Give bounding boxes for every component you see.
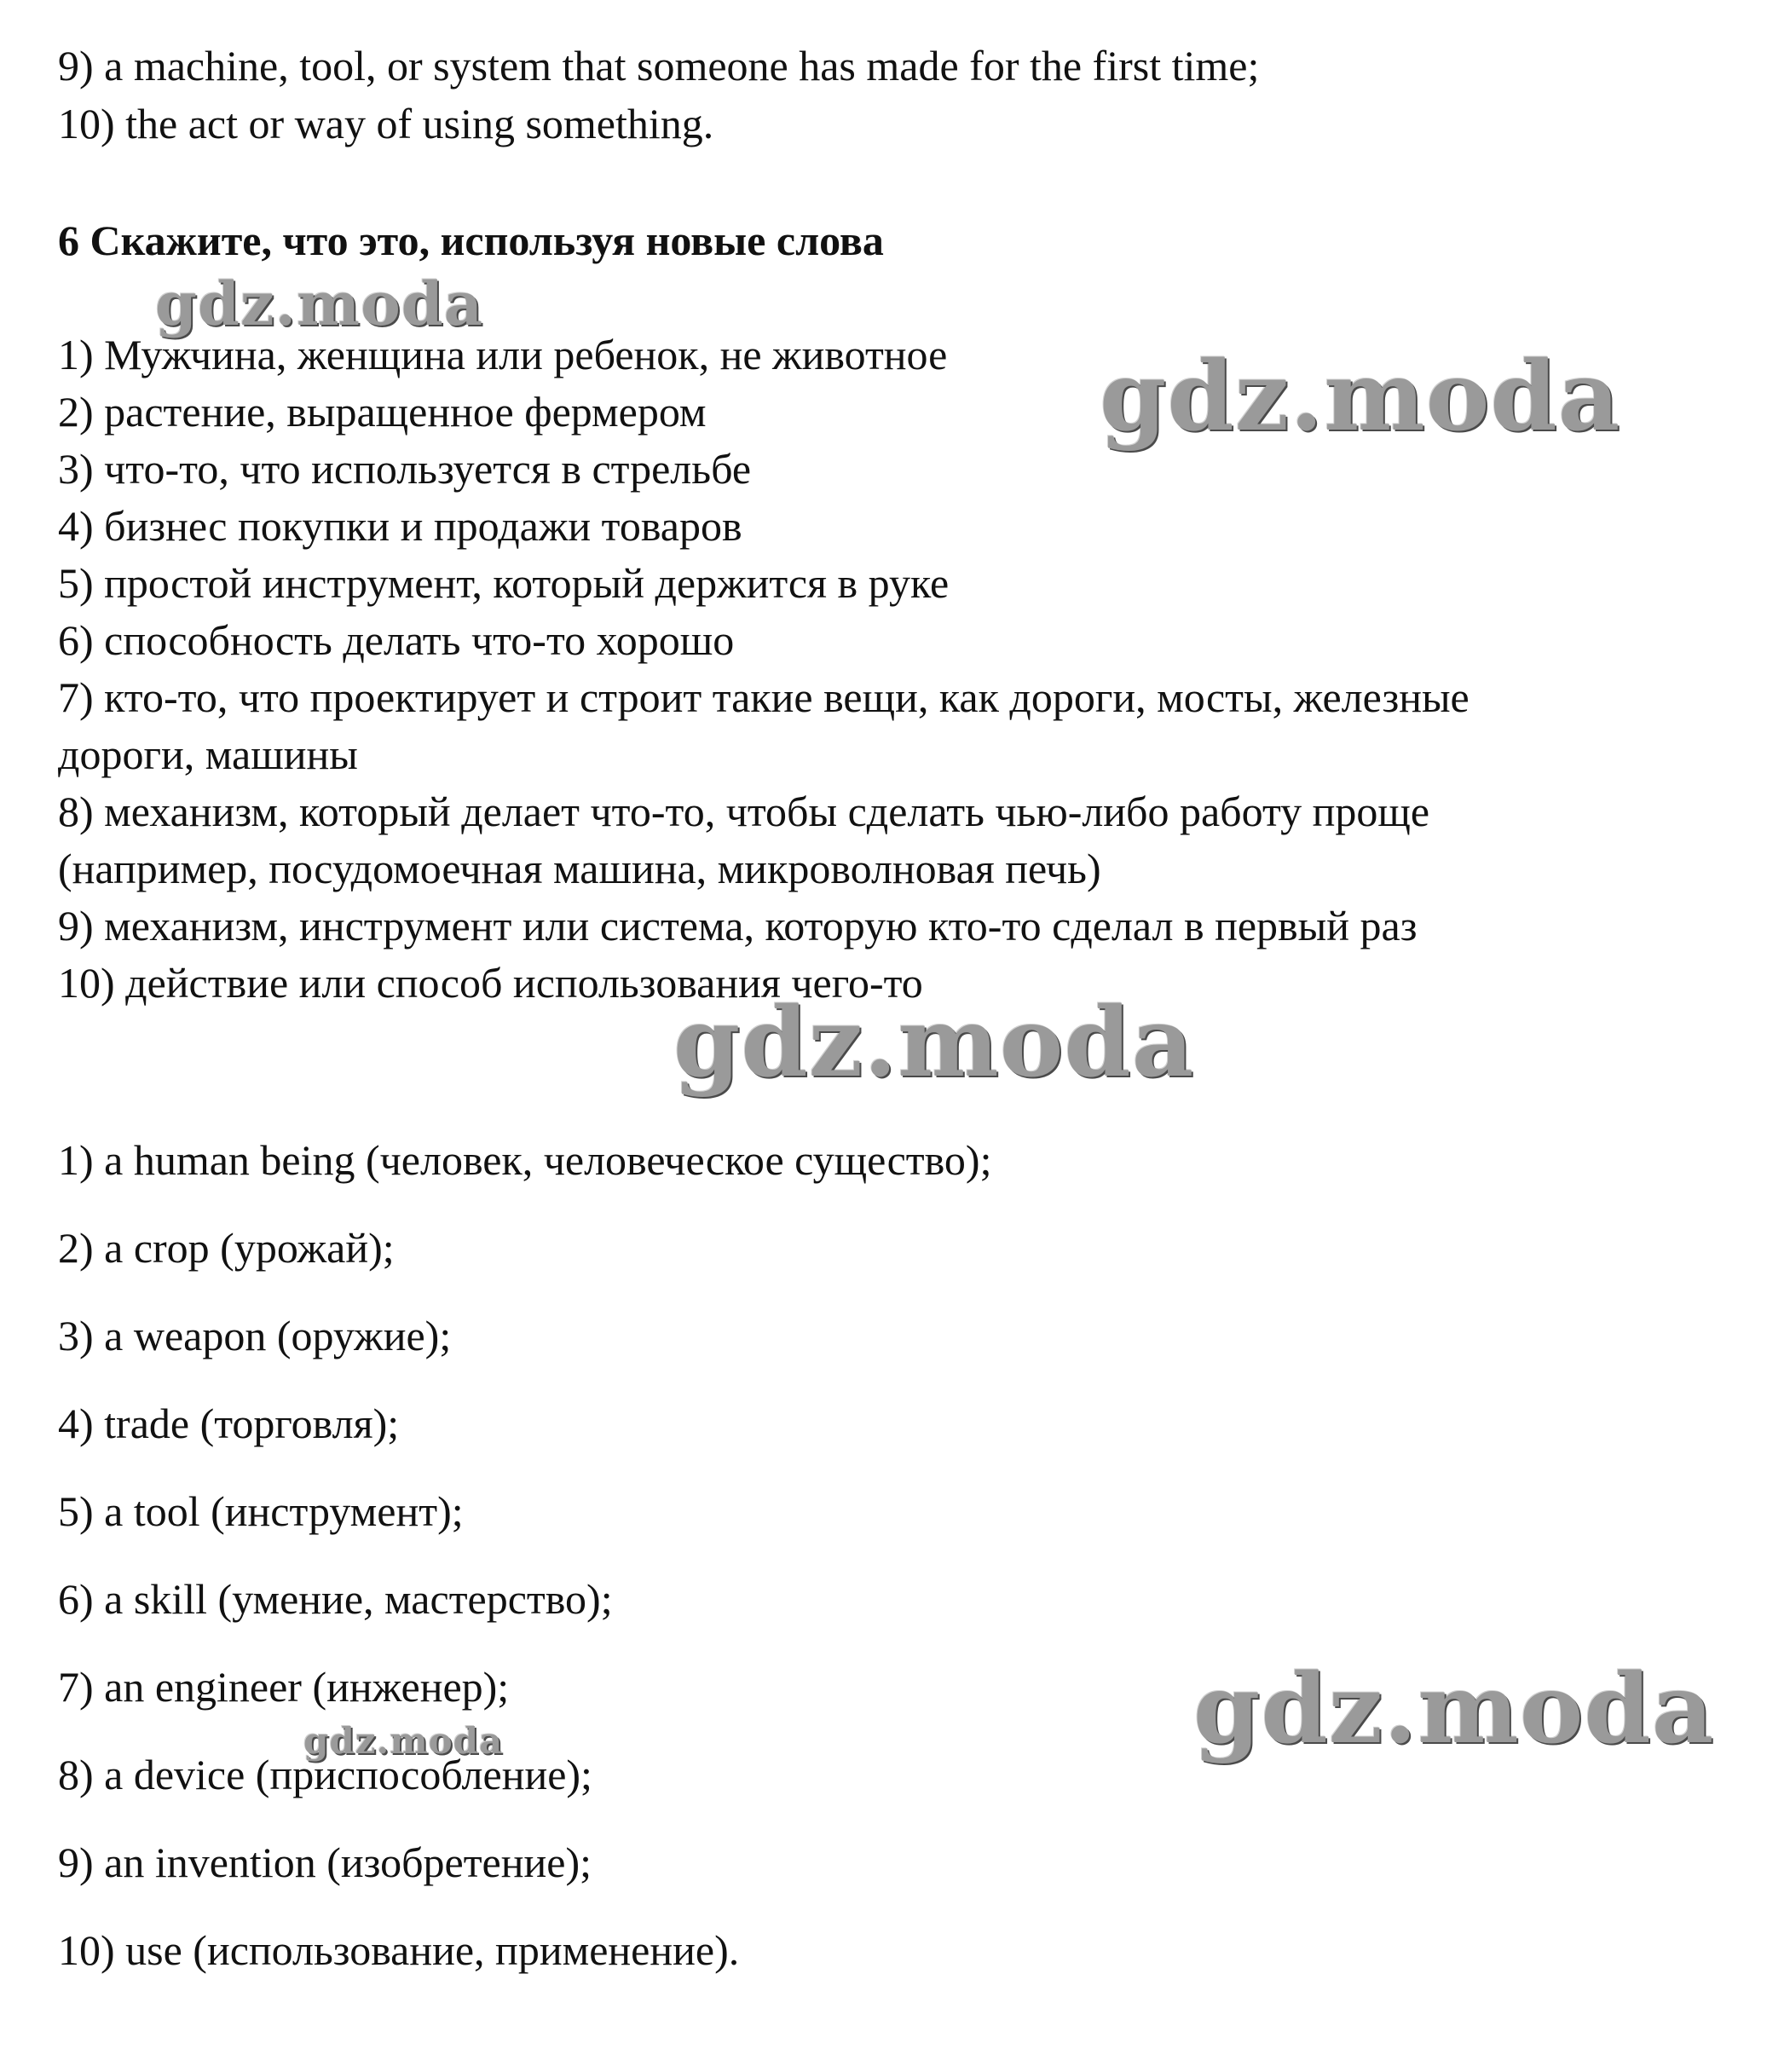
answer-item: 8) a device (приспособление); <box>58 1751 592 1798</box>
answer-item: 2) a crop (урожай); <box>58 1224 395 1272</box>
answer-item: 9) an invention (изобретение); <box>58 1838 592 1886</box>
translation-item: 9) механизм, инструмент или система, которую кто-то сделал в первый раз <box>58 902 1418 949</box>
answer-item: 4) trade (торговля); <box>58 1400 400 1447</box>
translation-item: 10) действие или способ использования чего-то <box>58 959 923 1007</box>
translation-item: 1) Мужчина, женщина или ребенок, не животное <box>58 331 948 378</box>
prev-item-10: 10) the act or way of using something. <box>58 100 714 147</box>
answer-item: 5) a tool (инструмент); <box>58 1487 464 1535</box>
answer-item: 6) a skill (умение, мастерство); <box>58 1575 613 1623</box>
translation-item: 3) что-то, что используется в стрельбе <box>58 445 752 493</box>
watermark: gdz.moda <box>1193 1654 1715 1765</box>
watermark: gdz.moda <box>1100 341 1621 453</box>
answer-item: 7) an engineer (инженер); <box>58 1663 510 1711</box>
translation-item: 7) кто-то, что проектирует и строит такие вещи, как дороги, мосты, железные <box>58 673 1470 721</box>
watermark: gdz.moda <box>673 987 1195 1099</box>
watermark: gdz.moda <box>303 1720 504 1762</box>
translation-item: 4) бизнес покупки и продажи товаров <box>58 502 742 550</box>
watermark: gdz.moda <box>155 268 484 339</box>
answer-item: 1) a human being (человек, человеческое существо); <box>58 1136 992 1184</box>
translation-item: 8) механизм, который делает что-то, чтобы сделать чью-либо работу проще <box>58 788 1430 835</box>
translation-item: (например, посудомоечная машина, микроволновая печь) <box>58 845 1101 892</box>
translation-item: 5) простой инструмент, который держится в руке <box>58 559 950 607</box>
section-heading: 6 Скажите, что это, используя новые слова <box>58 216 884 264</box>
answer-item: 3) a weapon (оружие); <box>58 1312 452 1359</box>
answer-item: 10) use (использование, применение). <box>58 1926 740 1974</box>
prev-item-9: 9) a machine, tool, or system that someone has made for the first time; <box>58 42 1260 89</box>
translation-item: дороги, машины <box>58 730 358 778</box>
translation-item: 6) способность делать что-то хорошо <box>58 616 735 664</box>
translation-item: 2) растение, выращенное фермером <box>58 388 707 436</box>
